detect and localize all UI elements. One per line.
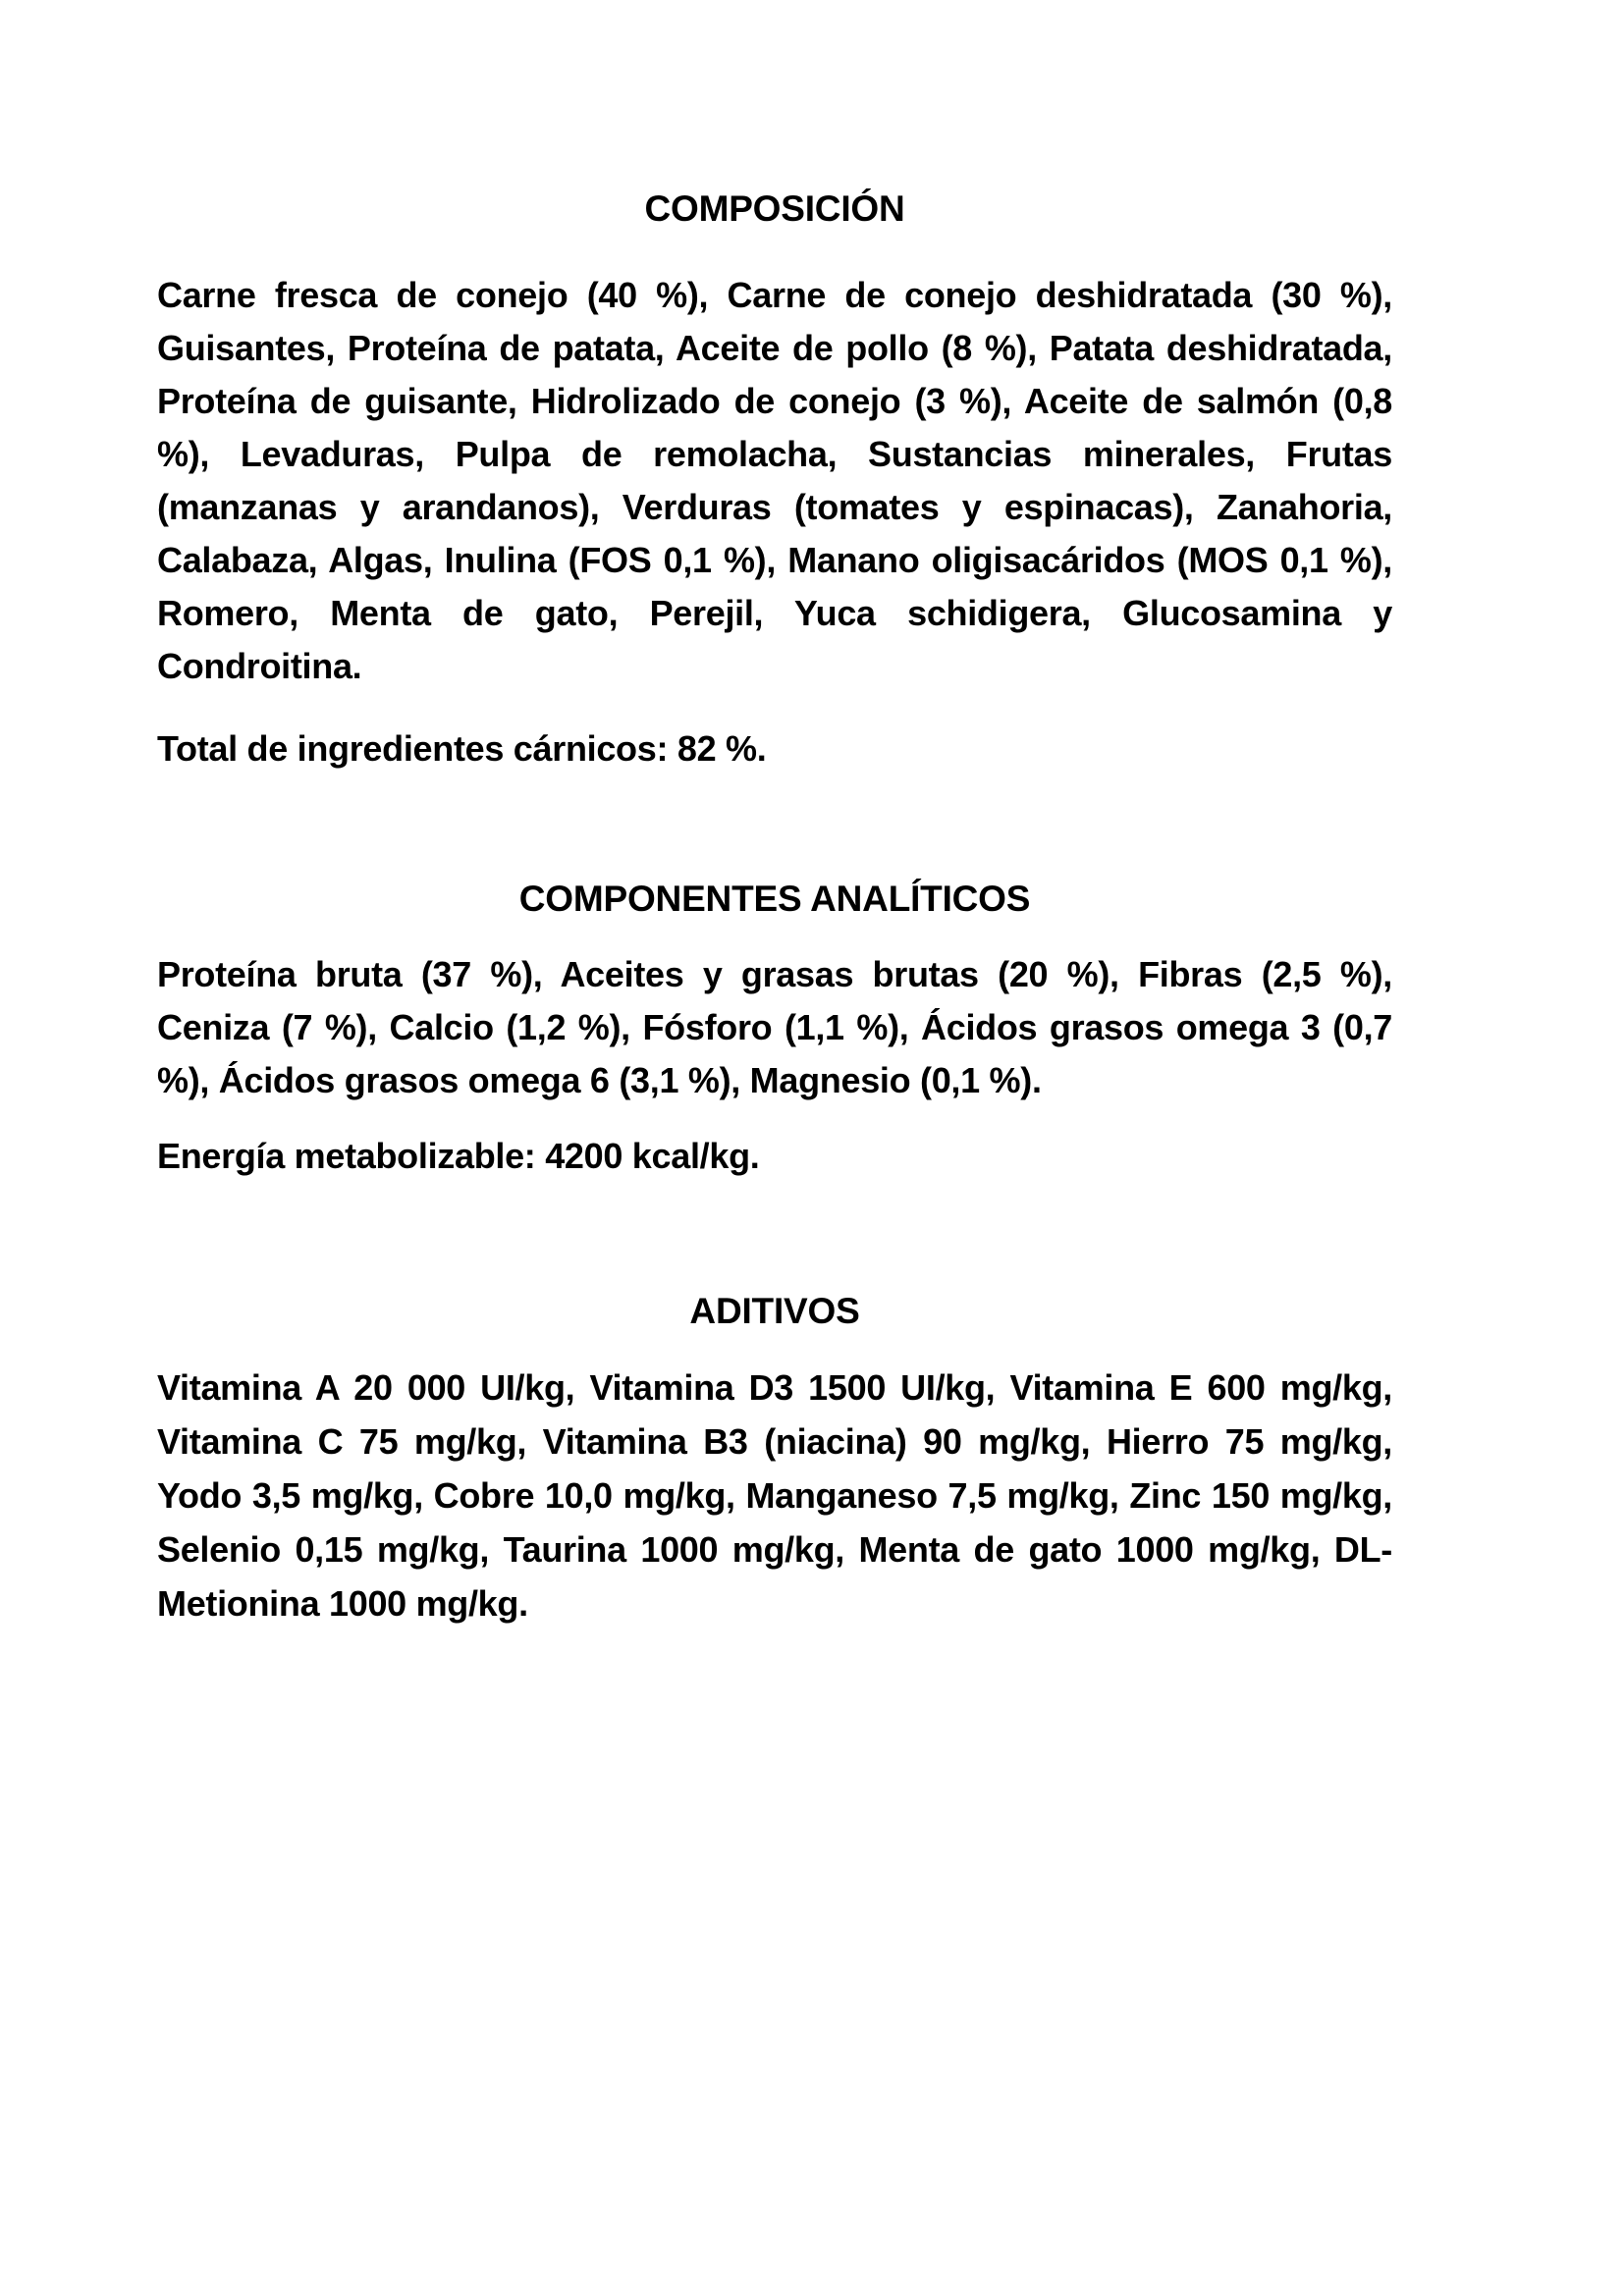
paragraph-total-ingredientes-carnicos: Total de ingredientes cárnicos: 82 %. <box>157 728 767 769</box>
section-heading-composicion: COMPOSICIÓN <box>644 188 905 229</box>
paragraph-composicion-ingredients: Carne fresca de conejo (40 %), Carne de conejo deshidratada (30 %), Guisantes, Proteína de patata, Aceite de pollo (8 %), Patata deshidratada, Proteína de guisante, Hidrolizado de conejo (3 %), Aceite de salmón (0,8 %), Levaduras, Pulpa de remolacha, Sustancias minerales, Frutas (manzanas y arandanos), Verduras (tomates y espinacas), Zanahoria, Calabaza, Algas, Inulina (FOS 0,1 %), Manano oligisacáridos (MOS 0,1 %), Romero, Menta de gato, Perejil, Yuca schidigera, Glucosamina y Condroitina. <box>157 275 1392 686</box>
paragraph-componentes-analiticos: Proteína bruta (37 %), Aceites y grasas brutas (20 %), Fibras (2,5 %), Ceniza (7 %), Calcio (1,2 %), Fósforo (1,1 %), Ácidos grasos omega 3 (0,7 %), Ácidos grasos omega 6 (3,1 %), Magnesio (0,1 %). <box>157 954 1392 1100</box>
paragraph-energia-metabolizable: Energía metabolizable: 4200 kcal/kg. <box>157 1136 760 1176</box>
section-heading-aditivos: ADITIVOS <box>689 1291 860 1331</box>
paragraph-aditivos: Vitamina A 20 000 UI/kg, Vitamina D3 1500 UI/kg, Vitamina E 600 mg/kg, Vitamina C 75 mg/kg, Vitamina B3 (niacina) 90 mg/kg, Hierro 75 mg/kg, Yodo 3,5 mg/kg, Cobre 10,0 mg/kg, Manganeso 7,5 mg/kg, Zinc 150 mg/kg, Selenio 0,15 mg/kg, Taurina 1000 mg/kg, Menta de gato 1000 mg/kg, DL-Metionina 1000 mg/kg. <box>157 1367 1392 1624</box>
section-heading-componentes-analiticos: COMPONENTES ANALÍTICOS <box>518 879 1031 919</box>
